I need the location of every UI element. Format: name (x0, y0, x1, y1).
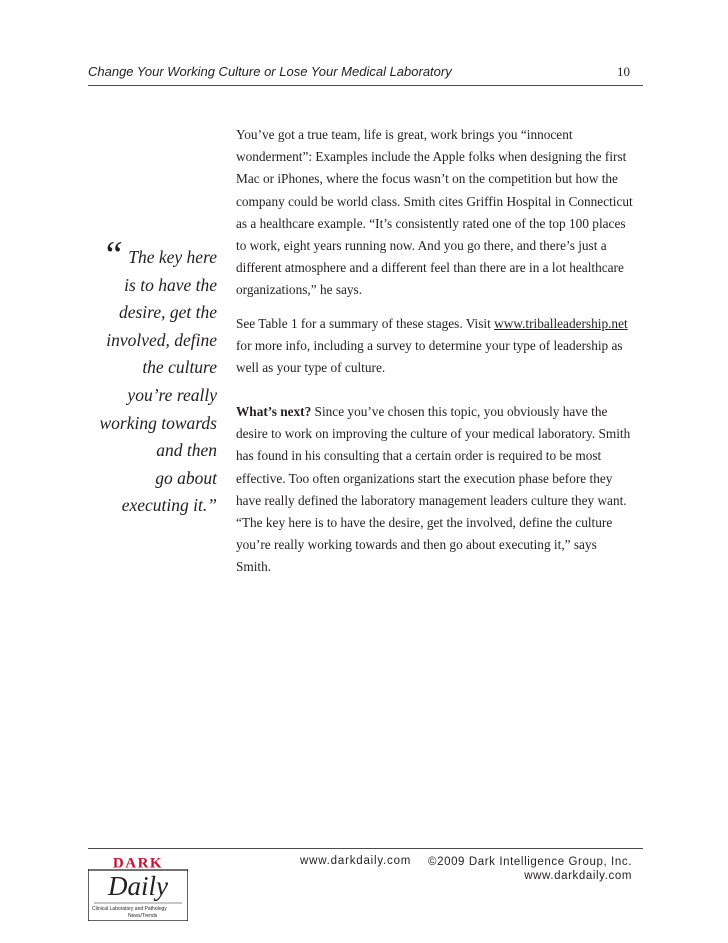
footer-website-right[interactable]: www.darkdaily.com (524, 870, 632, 882)
paragraph-text-rest: Since you’ve chosen this topic, you obviously have the desire to work on improving the culture of your medical laboratory. Smith has found in his consulting that a certain order is required to be most effective. Too often organizations start the execution phase before they have really defined the laboratory management leaders culture they want. “The key here is to have the desire, get the involved, define the culture you’re really working towards and then go about executing it,” says Smith. (236, 404, 631, 575)
pull-quote-line: the culture (142, 357, 217, 378)
whats-next-lead: What’s next? (236, 404, 312, 419)
pull-quote-line: and then (156, 440, 217, 461)
header-divider (88, 85, 643, 86)
pull-quote-line: working towards (99, 412, 217, 433)
paragraph-text-after-link: for more info, including a survey to determine your type of leadership as well as your type of culture. (236, 338, 623, 376)
dark-daily-logo (88, 855, 188, 921)
pull-quote-line: involved, define (106, 329, 217, 350)
pull-quote-line: The key here (128, 247, 217, 267)
body-paragraph-3 (236, 401, 634, 579)
page-number: 10 (617, 64, 630, 79)
paragraph-text: You’ve got a true team, life is great, work brings you “innocent wonderment”: Examples include the Apple folks when designing the first Mac or iPhones, where the focus wasn’t on the competition but how the company could be world class. Smith cites Griffin Hospital in Connecticut as a healthcare example. “It’s consistently rated one of the top 100 places to work, eight years running now. And you go there, and there’s just a different atmosphere and a different feel than there are in a lot healthcare organizations,” he says. (236, 127, 633, 298)
pull-quote-line: is to have the (124, 274, 217, 295)
paragraph-text-before-link: See Table 1 for a summary of these stages. Visit (236, 316, 495, 331)
triballeadership-link[interactable]: www.triballeadership.net (494, 316, 628, 331)
footer-copyright: ©2009 Dark Intelligence Group, Inc. (428, 856, 632, 868)
logo-wordmark-dark: DARK (112, 855, 164, 872)
pull-quote-line: executing it.” (121, 495, 217, 516)
body-paragraph-2 (236, 313, 634, 380)
pull-quote-line: you’re really (127, 384, 217, 405)
pull-quote-text (84, 244, 217, 520)
pull-quote-line: go about (155, 467, 217, 488)
body-paragraph-1 (236, 124, 634, 302)
logo-tagline-2: News/Trends (128, 913, 158, 919)
footer-website[interactable]: www.darkdaily.com (300, 855, 412, 867)
paragraph-text (236, 313, 634, 380)
quote-open-mark: “ (102, 234, 124, 276)
logo-tagline-1: Clinical Laboratory and Pathology (92, 906, 167, 912)
footer-copyright-block (428, 855, 632, 883)
pull-quote-line: desire, get the (118, 302, 217, 323)
paragraph-text (236, 401, 634, 579)
document-title: Change Your Working Culture or Lose Your Medical Laboratory (88, 64, 452, 79)
logo-wordmark-daily: Daily (108, 871, 168, 901)
footer-divider (88, 848, 643, 849)
